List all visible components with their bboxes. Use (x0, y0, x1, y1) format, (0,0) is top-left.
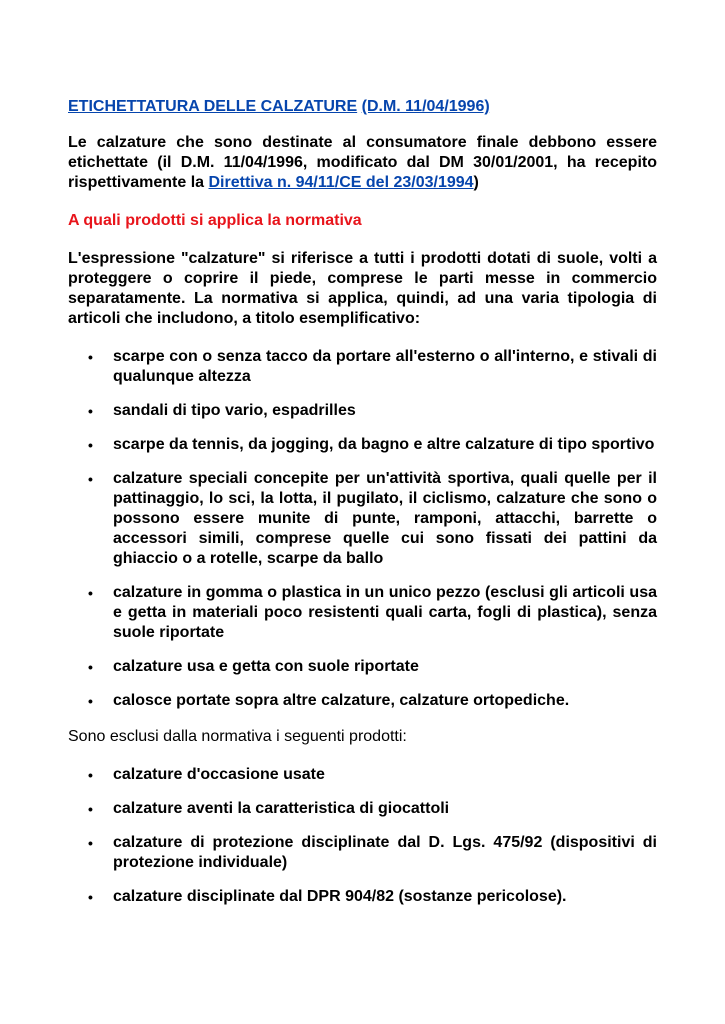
excluded-item-text: calzature d'occasione usate (113, 766, 325, 783)
included-item-text: calosce portate sopra altre calzature, calzature ortopediche. (113, 692, 570, 709)
included-item-text: calzature speciali concepite per un'attività sportiva, quali quelle per il pattinaggio, lo sci, la lotta, il pugilato, il ciclismo, calzature che sono o possono essere munite di punte, ramponi, attacchi, barrette o accessori simili, comprese quelle cui sono fissati dei pattini da ghiaccio o a rotelle, scarpe da ballo (113, 470, 657, 567)
excluded-item-text: calzature aventi la caratteristica di giocattoli (113, 800, 450, 817)
included-list-item (68, 435, 657, 455)
bullet-icon: • (88, 349, 93, 365)
bullet-icon: • (88, 801, 93, 817)
intro-text: Le calzature che sono destinate al consumatore finale debbono essere etichettate (il D.M. 11/04/1996, modificato dal DM 30/01/2001, ha recepito rispettivamente la (68, 134, 657, 191)
excluded-products-list (68, 765, 657, 907)
included-item-text: sandali di tipo vario, espadrilles (113, 402, 356, 419)
definition-paragraph: L'espressione "calzature" si riferisce a tutti i prodotti dotati di suole, volti a proteggere o coprire il piede, comprese le parti messe in commercio separatamente. La normativa si applica, quindi, ad una varia tipologia di articoli che includono, a titolo esemplificativo: (68, 250, 657, 327)
section-heading: A quali prodotti si applica la normativa (68, 212, 362, 229)
included-list-item (68, 583, 657, 643)
included-item-text: calzature in gomma o plastica in un unico pezzo (esclusi gli articoli usa e getta in materiali poco resistenti quali carta, fogli di plastica), senza suole riportate (113, 584, 657, 641)
intro-text-end: ) (473, 174, 479, 191)
bullet-icon: • (88, 693, 93, 709)
excluded-item-text: calzature disciplinate dal DPR 904/82 (sostanze pericolose). (113, 888, 567, 905)
excluded-list-item (68, 799, 657, 819)
bullet-icon: • (88, 437, 93, 453)
document-title (68, 97, 657, 117)
bullet-icon: • (88, 659, 93, 675)
bullet-icon: • (88, 585, 93, 601)
bullet-icon: • (88, 471, 93, 487)
bullet-icon: • (88, 767, 93, 783)
included-item-text: scarpe da tennis, da jogging, da bagno e altre calzature di tipo sportivo (113, 436, 655, 453)
bullet-icon: • (88, 403, 93, 419)
excluded-list-item (68, 833, 657, 873)
directive-link[interactable]: Direttiva n. 94/11/CE del 23/03/1994 (208, 174, 474, 191)
included-item-text: scarpe con o senza tacco da portare all'esterno o all'interno, e stivali di qualunque altezza (113, 348, 657, 385)
excluded-intro: Sono esclusi dalla normativa i seguenti prodotti: (68, 728, 407, 745)
included-products-list (68, 347, 657, 711)
included-list-item (68, 347, 657, 387)
excluded-item-text: calzature di protezione disciplinate dal D. Lgs. 475/92 (dispositivi di protezione individuale) (113, 834, 657, 871)
bullet-icon: • (88, 835, 93, 851)
title-reference-link[interactable]: (D.M. 11/04/1996) (361, 98, 490, 115)
title-link[interactable]: ETICHETTATURA DELLE CALZATURE (68, 98, 358, 115)
excluded-list-item (68, 765, 657, 785)
included-list-item (68, 691, 657, 711)
intro-paragraph (68, 133, 657, 193)
excluded-list-item (68, 887, 657, 907)
included-list-item (68, 469, 657, 569)
included-list-item (68, 401, 657, 421)
included-list-item (68, 657, 657, 677)
document-page (68, 97, 657, 923)
bullet-icon: • (88, 889, 93, 905)
included-item-text: calzature usa e getta con suole riportate (113, 658, 419, 675)
